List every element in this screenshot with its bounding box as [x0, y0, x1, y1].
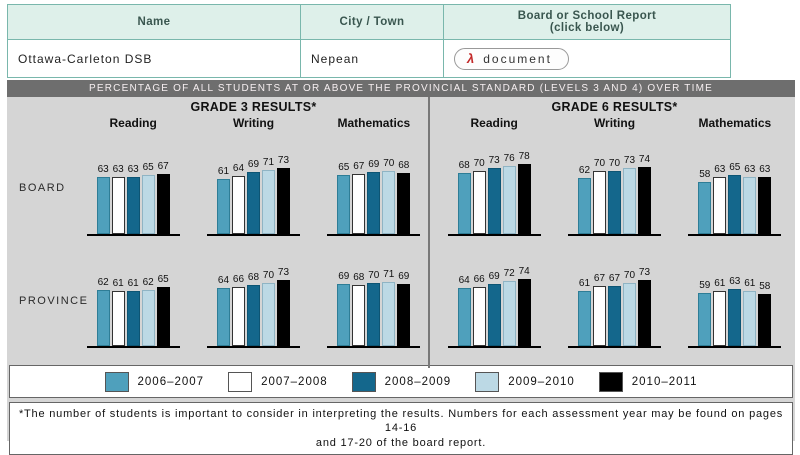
column-header-report-sublabel: (click below)	[549, 22, 625, 34]
bar-2006–2007	[458, 276, 471, 346]
bar-2007–2008	[473, 275, 486, 346]
legend-item-2007-2008: 2007–2008	[228, 372, 328, 392]
bar-value-label: 70	[623, 270, 636, 281]
grade3-subject-mathematics: Mathematics	[337, 116, 411, 130]
bar-2010–2011	[277, 156, 290, 234]
bar-rect	[728, 175, 741, 234]
bar-rect	[488, 168, 501, 234]
bar-value-label: 67	[593, 273, 606, 284]
bar-value-label: 70	[383, 158, 395, 169]
bar-value-label: 69	[338, 271, 350, 282]
bar-2009–2010	[503, 269, 516, 346]
legend-item-2009-2010: 2009–2010	[475, 372, 575, 392]
bar-rect	[262, 170, 275, 234]
bar-2009–2010	[382, 159, 395, 234]
bar-2006–2007	[698, 170, 711, 234]
bar-rect	[503, 166, 516, 234]
bar-value-label: 70	[262, 270, 275, 281]
bar-value-label: 68	[353, 272, 365, 283]
bar-value-label: 63	[112, 164, 124, 175]
bar-2008–2009	[247, 273, 260, 346]
bar-2008–2009	[728, 163, 741, 234]
bar-value-label: 67	[608, 273, 621, 284]
board-row	[7, 130, 795, 245]
bar-2009–2010	[142, 163, 155, 234]
bar-value-label: 61	[714, 278, 726, 289]
bar-2007–2008	[112, 165, 125, 234]
bar-value-label: 63	[127, 164, 139, 175]
bar-rect	[157, 174, 170, 234]
bar-value-label: 58	[759, 281, 771, 292]
grade6-subject-mathematics: Mathematics	[698, 116, 772, 130]
table-row	[8, 40, 731, 78]
column-header-report-label: Board or School Report	[517, 10, 657, 22]
bar-value-label: 72	[503, 268, 515, 279]
grade-sections-divider	[428, 97, 430, 368]
grade6-title: GRADE 6 RESULTS*	[551, 100, 678, 114]
bar-rect	[728, 289, 741, 346]
bar-2010–2011	[157, 162, 170, 234]
bar-value-label: 73	[638, 267, 651, 278]
bar-value-label: 65	[142, 162, 154, 173]
charts-header-row	[7, 100, 795, 130]
bar-2007–2008	[112, 279, 125, 346]
bar-2009–2010	[142, 278, 155, 346]
bar-rect	[473, 287, 486, 346]
bar-rect	[217, 288, 230, 346]
chart-grade6-province-reading	[448, 267, 541, 348]
bar-value-label: 58	[699, 169, 711, 180]
bar-value-label: 69	[488, 271, 500, 282]
legend-swatch-2006-2007	[105, 372, 129, 392]
bar-2010–2011	[758, 165, 771, 234]
bar-value-label: 76	[503, 153, 515, 164]
bar-2009–2010	[503, 154, 516, 234]
bar-2006–2007	[578, 279, 591, 346]
bar-value-label: 65	[338, 162, 350, 173]
bar-rect	[458, 173, 471, 234]
bar-2007–2008	[352, 162, 365, 234]
bar-2010–2011	[638, 155, 651, 234]
bar-2006–2007	[217, 276, 230, 346]
bar-2008–2009	[367, 160, 380, 234]
bar-value-label: 73	[488, 155, 500, 166]
bar-value-label: 61	[217, 166, 230, 177]
bar-rect	[127, 177, 140, 234]
chart-grade3-province-mathematics	[327, 270, 420, 348]
bar-2007–2008	[473, 159, 486, 234]
bar-value-label: 66	[232, 274, 245, 285]
bar-rect	[247, 285, 260, 346]
bar-value-label: 61	[744, 278, 756, 289]
bar-2008–2009	[608, 274, 621, 346]
bar-rect	[758, 177, 771, 234]
bar-rect	[382, 171, 395, 234]
legend-swatch-2007-2008	[228, 372, 252, 392]
bar-value-label: 59	[699, 280, 711, 291]
column-header-name	[8, 5, 301, 40]
document-button[interactable]	[454, 48, 569, 70]
bar-rect	[142, 290, 155, 346]
bar-rect	[232, 287, 245, 346]
column-header-city-label: City / Town	[339, 16, 405, 28]
bar-value-label: 70	[608, 158, 621, 169]
bar-rect	[97, 290, 110, 346]
bar-value-label: 70	[368, 270, 380, 281]
legend	[9, 365, 793, 398]
bar-rect	[277, 280, 290, 346]
bar-value-label: 70	[473, 158, 485, 169]
bar-2007–2008	[232, 164, 245, 234]
bar-value-label: 69	[368, 159, 380, 170]
bar-value-label: 74	[638, 154, 651, 165]
bar-value-label: 71	[262, 157, 275, 168]
bar-value-label: 63	[744, 164, 756, 175]
bar-2009–2010	[743, 279, 756, 346]
bar-rect	[608, 286, 621, 346]
bar-rect	[623, 283, 636, 346]
grade3-header	[73, 100, 434, 130]
bar-value-label: 73	[277, 155, 290, 166]
bar-2009–2010	[623, 271, 636, 346]
bar-2010–2011	[758, 282, 771, 346]
board-lookup-table	[7, 4, 731, 78]
column-header-report	[444, 5, 731, 40]
bar-value-label: 62	[578, 165, 591, 176]
bar-rect	[127, 291, 140, 346]
bar-rect	[713, 291, 726, 346]
bar-rect	[337, 175, 350, 234]
bar-2010–2011	[518, 152, 531, 234]
grade6-subject-writing: Writing	[593, 116, 636, 130]
bar-rect	[382, 282, 395, 346]
bar-rect	[503, 281, 516, 346]
bar-rect	[262, 283, 275, 346]
bar-value-label: 68	[247, 272, 260, 283]
bar-2010–2011	[277, 268, 290, 346]
bar-value-label: 65	[157, 274, 169, 285]
bar-rect	[232, 176, 245, 234]
bar-2008–2009	[367, 271, 380, 346]
chart-grade6-board-writing	[568, 155, 661, 236]
bar-2009–2010	[743, 165, 756, 234]
bar-rect	[397, 284, 410, 346]
province-row-label: PROVINCE	[19, 295, 89, 307]
footnote	[9, 402, 793, 455]
bar-rect	[698, 182, 711, 234]
bar-rect	[638, 167, 651, 234]
results-panel	[7, 80, 795, 449]
footnote-line1: *The number of students is important to consider in interpreting the results. Numbers for each assessment year may be found on pages 14-16	[18, 408, 784, 435]
province-row	[7, 245, 795, 357]
bar-2010–2011	[397, 161, 410, 234]
bar-value-label: 67	[157, 161, 169, 172]
legend-item-2008-2009: 2008–2009	[352, 372, 452, 392]
bar-rect	[247, 172, 260, 234]
chart-grade3-board-reading	[87, 162, 180, 236]
bar-rect	[367, 283, 380, 346]
bar-2008–2009	[608, 159, 621, 234]
bar-value-label: 66	[473, 274, 485, 285]
bar-2009–2010	[382, 270, 395, 346]
bar-2006–2007	[217, 167, 230, 234]
bar-value-label: 69	[247, 159, 260, 170]
board-name-cell: Ottawa-Carleton DSB	[8, 40, 301, 78]
bar-value-label: 63	[759, 164, 771, 175]
bar-2008–2009	[247, 160, 260, 234]
bar-rect	[367, 172, 380, 234]
bar-rect	[473, 171, 486, 234]
chart-grade6-board-reading	[448, 152, 541, 236]
bar-value-label: 61	[578, 278, 591, 289]
bar-2008–2009	[728, 277, 741, 346]
bar-value-label: 64	[232, 163, 245, 174]
bar-value-label: 67	[353, 161, 365, 172]
bar-2009–2010	[262, 158, 275, 234]
bar-rect	[112, 291, 125, 346]
chart-grade6-province-writing	[568, 268, 661, 348]
bar-2010–2011	[518, 267, 531, 346]
bar-rect	[518, 279, 531, 346]
bar-rect	[743, 291, 756, 346]
bar-2010–2011	[157, 275, 170, 346]
grade6-subject-reading: Reading	[470, 116, 518, 130]
grade3-title: GRADE 3 RESULTS*	[190, 100, 317, 114]
bar-rect	[578, 178, 591, 234]
bar-2007–2008	[593, 159, 606, 234]
bar-value-label: 73	[277, 267, 290, 278]
bar-2007–2008	[352, 273, 365, 346]
bar-value-label: 69	[398, 271, 410, 282]
bar-rect	[593, 286, 606, 346]
bar-2006–2007	[97, 278, 110, 346]
bar-rect	[638, 280, 651, 346]
bar-rect	[518, 164, 531, 234]
bar-2006–2007	[337, 272, 350, 346]
bar-rect	[217, 179, 230, 234]
bar-value-label: 61	[112, 278, 124, 289]
bar-2007–2008	[713, 165, 726, 234]
bar-value-label: 64	[458, 275, 470, 286]
bar-2007–2008	[593, 274, 606, 346]
bar-rect	[157, 287, 170, 346]
bar-rect	[488, 284, 501, 346]
bar-2008–2009	[488, 156, 501, 234]
bar-2007–2008	[713, 279, 726, 346]
report-cell	[444, 40, 731, 78]
legend-item-2010-2011: 2010–2011	[599, 372, 698, 392]
table-header-row	[8, 5, 731, 40]
bar-rect	[743, 177, 756, 234]
bar-2006–2007	[458, 161, 471, 234]
bar-value-label: 62	[142, 277, 154, 288]
bar-rect	[698, 293, 711, 346]
bar-value-label: 65	[729, 162, 741, 173]
bar-value-label: 73	[623, 155, 636, 166]
bar-2006–2007	[337, 163, 350, 234]
chart-grade3-province-writing	[207, 268, 300, 348]
bar-value-label: 68	[458, 160, 470, 171]
bar-rect	[352, 174, 365, 234]
bar-value-label: 62	[97, 277, 109, 288]
bar-value-label: 64	[217, 275, 230, 286]
bar-rect	[593, 171, 606, 234]
bar-rect	[277, 168, 290, 234]
legend-swatch-2008-2009	[352, 372, 376, 392]
bar-2006–2007	[97, 165, 110, 234]
bar-value-label: 74	[518, 266, 530, 277]
bar-rect	[578, 291, 591, 346]
bar-2010–2011	[397, 272, 410, 346]
chart-grade3-board-mathematics	[327, 159, 420, 236]
column-header-name-label: Name	[137, 16, 171, 28]
bar-2008–2009	[127, 279, 140, 346]
grade6-header	[434, 100, 795, 130]
legend-item-2006-2007: 2006–2007	[105, 372, 205, 392]
bar-2008–2009	[127, 165, 140, 234]
grade3-subject-writing: Writing	[232, 116, 275, 130]
bar-2009–2010	[262, 271, 275, 346]
legend-swatch-2009-2010	[475, 372, 499, 392]
column-header-city	[301, 5, 444, 40]
bar-value-label: 78	[518, 151, 530, 162]
bar-2009–2010	[623, 156, 636, 234]
bar-rect	[458, 288, 471, 346]
bar-2006–2007	[578, 166, 591, 234]
bar-value-label: 61	[127, 278, 139, 289]
chart-grade6-board-mathematics	[688, 163, 781, 236]
footnote-line2: and 17-20 of the board report.	[315, 436, 487, 449]
board-row-label: BOARD	[19, 181, 66, 194]
bar-value-label: 63	[97, 164, 109, 175]
bar-rect	[623, 168, 636, 234]
bar-rect	[608, 171, 621, 234]
bar-rect	[397, 173, 410, 234]
bar-2010–2011	[638, 268, 651, 346]
bar-rect	[337, 284, 350, 346]
bar-value-label: 71	[383, 269, 395, 280]
bar-value-label: 63	[729, 276, 741, 287]
bar-rect	[352, 285, 365, 346]
city-cell: Nepean	[301, 40, 444, 78]
chart-grade6-province-mathematics	[688, 277, 781, 348]
grade3-subject-reading: Reading	[109, 116, 157, 130]
bar-rect	[713, 177, 726, 234]
chart-grade3-board-writing	[207, 156, 300, 236]
bar-2007–2008	[232, 275, 245, 346]
pdf-icon: λ	[467, 51, 477, 66]
chart-grade3-province-reading	[87, 275, 180, 348]
bar-rect	[112, 177, 125, 234]
bar-2006–2007	[698, 281, 711, 346]
panel-title: PERCENTAGE OF ALL STUDENTS AT OR ABOVE THE PROVINCIAL STANDARD (LEVELS 3 AND 4) OVER TIME	[7, 80, 795, 97]
bar-rect	[142, 175, 155, 234]
bar-rect	[97, 177, 110, 234]
bar-value-label: 70	[593, 158, 606, 169]
legend-swatch-2010-2011	[599, 372, 623, 392]
document-button-label: document	[483, 51, 552, 66]
bar-value-label: 68	[398, 160, 410, 171]
bar-rect	[758, 294, 771, 346]
bar-value-label: 63	[714, 164, 726, 175]
bar-2008–2009	[488, 272, 501, 346]
